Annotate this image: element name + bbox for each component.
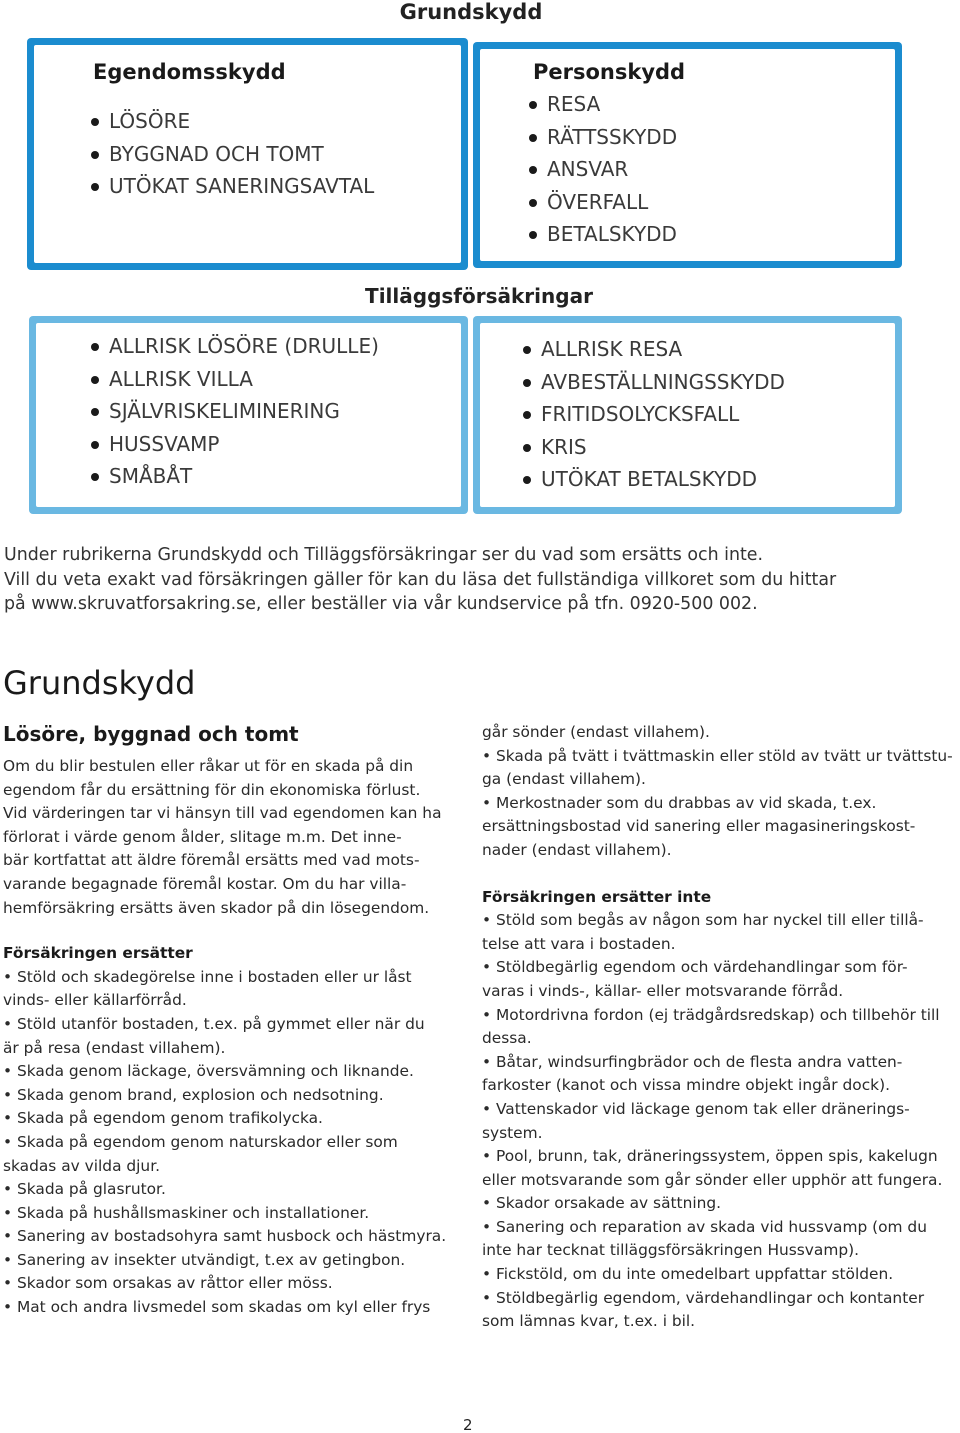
text-line: skadas av vilda djur. xyxy=(3,1156,160,1175)
text-line: ga (endast villahem). xyxy=(482,770,646,789)
page-number: 2 xyxy=(463,1416,473,1433)
text-line: egendom får du ersättning för din ekonomiska förlust. xyxy=(3,780,421,799)
text-line: • Stöld utanför bostaden, t.ex. på gymmet eller när du xyxy=(3,1014,425,1033)
text-line: • Skada på glasrutor. xyxy=(3,1180,166,1199)
text-line: förlorat i värde genom ålder, slitage m.m. Det inne- xyxy=(3,827,402,846)
personskydd-title: Personskydd xyxy=(533,60,686,84)
text-line: • Motordrivna fordon (ej trädgårdsredskap) och tillbehör till xyxy=(482,1005,940,1024)
text-line: ersättningsbostad vid sanering eller magasineringskost- xyxy=(482,817,916,836)
text-line: • Stöld och skadegörelse inne i bostaden eller ur låst xyxy=(3,967,412,986)
text-line: • Skada på egendom genom trafikolycka. xyxy=(3,1109,323,1128)
text-line: • Sanering och reparation av skada vid hussvamp (om du xyxy=(482,1217,927,1236)
text-line: • Sanering av bostadsohyra samt husbock och hästmyra. xyxy=(3,1227,447,1246)
text-line: som lämnas kvar, t.ex. i bil. xyxy=(482,1312,696,1331)
list-item: SJÄLVRISKELIMINERING xyxy=(91,395,379,428)
text-line: • Skada genom läckage, översvämning och liknande. xyxy=(3,1062,414,1081)
list-item: BYGGNAD OCH TOMT xyxy=(91,138,374,171)
text-line: varande begagnade föremål kostar. Om du har villa- xyxy=(3,874,407,893)
tillagg-right-list xyxy=(523,333,785,496)
text-line: Vid värderingen tar vi hänsyn till vad egendomen kan ha xyxy=(3,804,442,823)
list-item: UTÖKAT SANERINGSAVTAL xyxy=(91,170,374,203)
text-line: hemförsäkring ersätts även skador på din lösegendom. xyxy=(3,898,430,917)
list-item: RESA xyxy=(529,88,677,121)
list-item: KRIS xyxy=(523,431,785,464)
list-item: SMÅBÅT xyxy=(91,460,379,493)
ersatter-heading: Försäkringen ersätter xyxy=(3,944,193,963)
text-line: • Pool, brunn, tak, dräneringssystem, öppen spis, kakelugn xyxy=(482,1147,938,1166)
text-line: Om du blir bestulen eller råkar ut för en skada på din xyxy=(3,757,414,775)
text-line: eller motsvarande som går sönder eller upphör att fungera. xyxy=(482,1170,943,1189)
list-item: AVBESTÄLLNINGSSKYDD xyxy=(523,366,785,399)
text-line: • Skada på egendom genom naturskador eller som xyxy=(3,1132,398,1151)
text-line: inte har tecknat tilläggsförsäkringen Hussvamp). xyxy=(482,1241,860,1260)
list-item: ALLRISK VILLA xyxy=(91,363,379,396)
text-line: bär kortfattat att äldre föremål ersätts med vad mots- xyxy=(3,851,420,870)
list-item: ALLRISK LÖSÖRE (DRULLE) xyxy=(91,330,379,363)
text-line: är på resa (endast villahem). xyxy=(3,1038,226,1057)
list-item: ÖVERFALL xyxy=(529,186,677,219)
list-item: BETALSKYDD xyxy=(529,218,677,251)
list-item: HUSSVAMP xyxy=(91,428,379,461)
egendomsskydd-title: Egendomsskydd xyxy=(93,60,286,84)
text-line: telse att vara i bostaden. xyxy=(482,934,676,953)
intro-line: Under rubrikerna Grundskydd och Tilläggsförsäkringar ser du vad som ersätts och inte. xyxy=(4,545,764,565)
left-column xyxy=(3,755,465,1320)
personskydd-list xyxy=(529,88,677,251)
intro-paragraph xyxy=(4,543,954,617)
subsection-title: Lösöre, byggnad och tomt xyxy=(3,722,299,746)
grundskydd-heading: Grundskydd xyxy=(399,0,543,24)
text-line: system. xyxy=(482,1123,543,1142)
list-item: ANSVAR xyxy=(529,153,677,186)
text-line: • Skada på hushållsmaskiner och installationer. xyxy=(3,1203,370,1222)
tillagg-left-list xyxy=(91,330,379,493)
intro-line: Vill du veta exakt vad försäkringen gäller för kan du läsa det fullständiga villkoret som du hittar xyxy=(4,569,837,590)
text-line: • Skador som orsakas av råttor eller möss. xyxy=(3,1274,333,1293)
text-line: • Skada på tvätt i tvättmaskin eller stöld av tvätt ur tvättstu- xyxy=(482,746,953,765)
tillagg-left-box xyxy=(29,316,468,514)
text-line: • Vattenskador vid läckage genom tak eller dränerings- xyxy=(482,1099,910,1118)
tillagg-heading: Tilläggsförsäkringar xyxy=(365,284,593,308)
text-line: • Sanering av insekter utvändigt, t.ex av getingbon. xyxy=(3,1250,406,1269)
list-item: FRITIDSOLYCKSFALL xyxy=(523,398,785,431)
right-column xyxy=(482,721,958,1334)
ersatter-inte-heading: Försäkringen ersätter inte xyxy=(482,887,712,906)
text-line: • Skada genom brand, explosion och nedsotning. xyxy=(3,1085,384,1104)
intro-line: på www.skruvatforsakring.se, eller beställer via vår kundservice på tfn. 0920-500 002. xyxy=(4,594,758,614)
text-line: • Fickstöld, om du inte omedelbart uppfattar stölden. xyxy=(482,1265,894,1284)
egendomsskydd-list xyxy=(91,105,374,203)
section-title: Grundskydd xyxy=(3,664,196,702)
egendomsskydd-box xyxy=(27,38,468,270)
text-line: • Båtar, windsurfingbrädor och de flesta andra vatten- xyxy=(482,1052,903,1071)
text-line: • Mat och andra livsmedel som skadas om kyl eller frys xyxy=(3,1298,431,1317)
text-line: dessa. xyxy=(482,1029,532,1048)
text-line: • Stöld som begås av någon som har nyckel till eller tillå- xyxy=(482,911,924,930)
text-line: • Stöldbegärlig egendom och värdehandlingar som för- xyxy=(482,958,908,977)
tillagg-right-box xyxy=(473,316,902,514)
text-line: går sönder (endast villahem). xyxy=(482,723,710,741)
text-line: varas i vinds-, källar- eller motsvarande förråd. xyxy=(482,981,844,1000)
text-line: vinds- eller källarförråd. xyxy=(3,991,187,1010)
list-item: LÖSÖRE xyxy=(91,105,374,138)
text-line: farkoster (kanot och vissa mindre objekt ingår dock). xyxy=(482,1076,890,1095)
text-line: • Stöldbegärlig egendom, värdehandlingar och kontanter xyxy=(482,1288,925,1307)
text-line: nader (endast villahem). xyxy=(482,840,672,859)
text-line: • Skador orsakade av sättning. xyxy=(482,1194,722,1213)
personskydd-box xyxy=(473,42,902,268)
list-item: UTÖKAT BETALSKYDD xyxy=(523,463,785,496)
list-item: RÄTTSSKYDD xyxy=(529,121,677,154)
text-line: • Merkostnader som du drabbas av vid skada, t.ex. xyxy=(482,793,877,812)
list-item: ALLRISK RESA xyxy=(523,333,785,366)
